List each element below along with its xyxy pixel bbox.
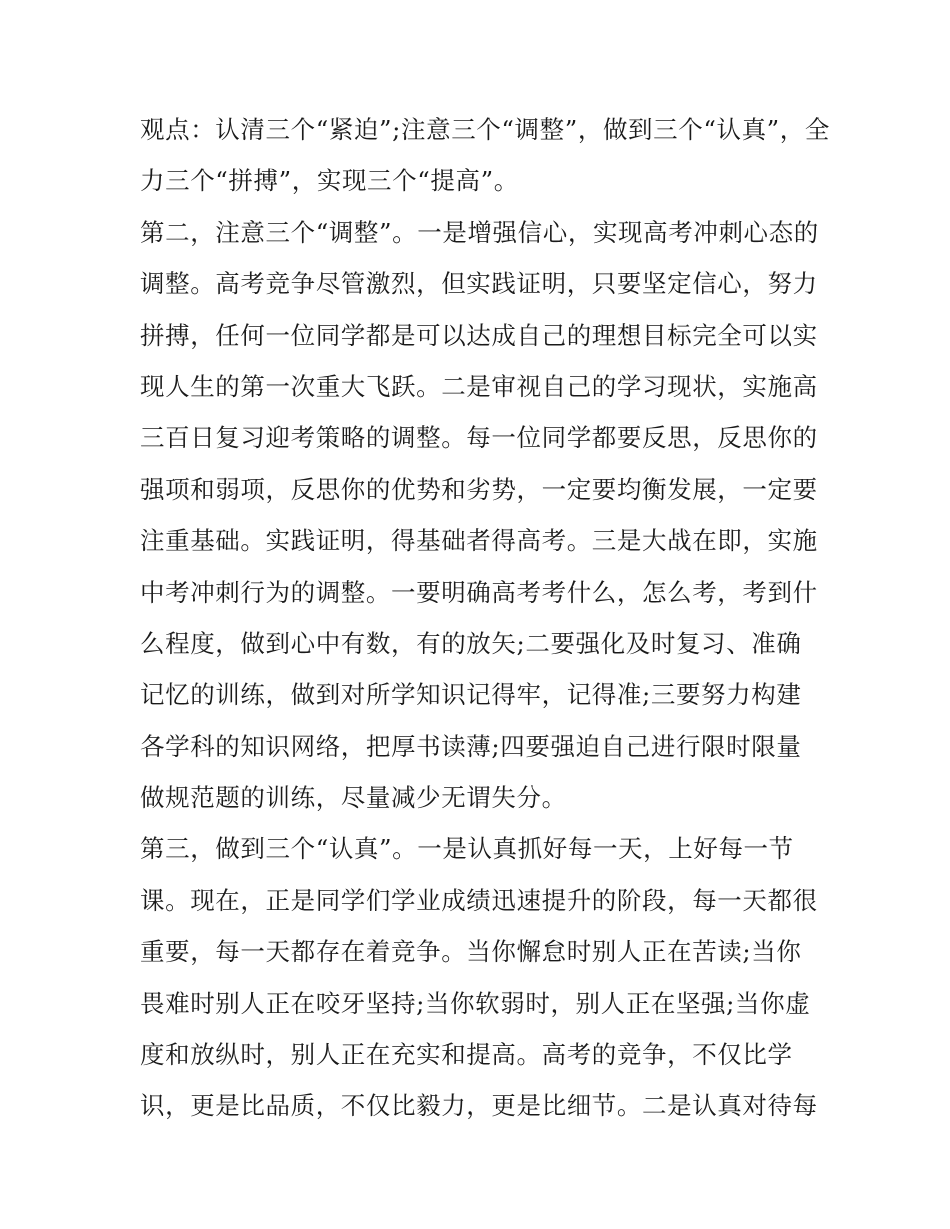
text-line: 第三，做到三个“认真”。一是认真抓好每一天，上好每一节 [140,834,794,864]
text-line: 观点：认清三个“紧迫”;注意三个“调整”，做到三个“认真”，全 [140,115,831,144]
document-body [140,104,831,1132]
text-line: 重要，每一天都存在着竞争。当你懈怠时别人正在苦读;当你 [140,937,802,967]
text-line: 各学科的知识网络，把厚书读薄;四要强迫自己进行限时限量 [140,731,802,761]
text-line: 课。现在，正是同学们学业成绩迅速提升的阶段，每一天都很 [140,885,818,915]
text-line: 第二，注意三个“调整”。一是增强信心，实现高考冲刺心态的 [140,217,819,247]
text-line: 力三个“拼搏”，实现三个“提高”。 [140,166,519,196]
text-line: 畏难时别人正在咬牙坚持;当你软弱时，别人正在坚强;当你虚 [140,988,811,1018]
text-line: 识，更是比品质，不仅比毅力，更是比细节。二是认真对待每 [140,1091,818,1121]
text-line: 三百日复习迎考策略的调整。每一位同学都要反思，反思你的 [140,423,818,453]
text-line: 记忆的训练，做到对所学知识记得牢，记得准;三要努力构建 [140,680,802,710]
text-line: 中考冲刺行为的调整。一要明确高考考什么，怎么考，考到什 [140,577,818,607]
text-line: 拼搏，任何一位同学都是可以达成自己的理想目标完全可以实 [140,320,818,350]
text-line: 调整。高考竞争尽管激烈，但实践证明，只要坚定信心，努力 [140,269,818,299]
text-line: 强项和弱项，反思你的优势和劣势，一定要均衡发展，一定要 [140,474,818,504]
text-line: 度和放纵时，别人正在充实和提高。高考的竞争，不仅比学 [140,1040,793,1070]
text-line: 做规范题的训练，尽量减少无谓失分。 [140,783,567,813]
text-line: 注重基础。实践证明，得基础者得高考。三是大战在即，实施 [140,526,818,556]
text-line: 现人生的第一次重大飞跃。二是审视自己的学习现状，实施高 [140,371,818,401]
text-line: 么程度，做到心中有数，有的放矢;二要强化及时复习、准确 [140,628,802,658]
